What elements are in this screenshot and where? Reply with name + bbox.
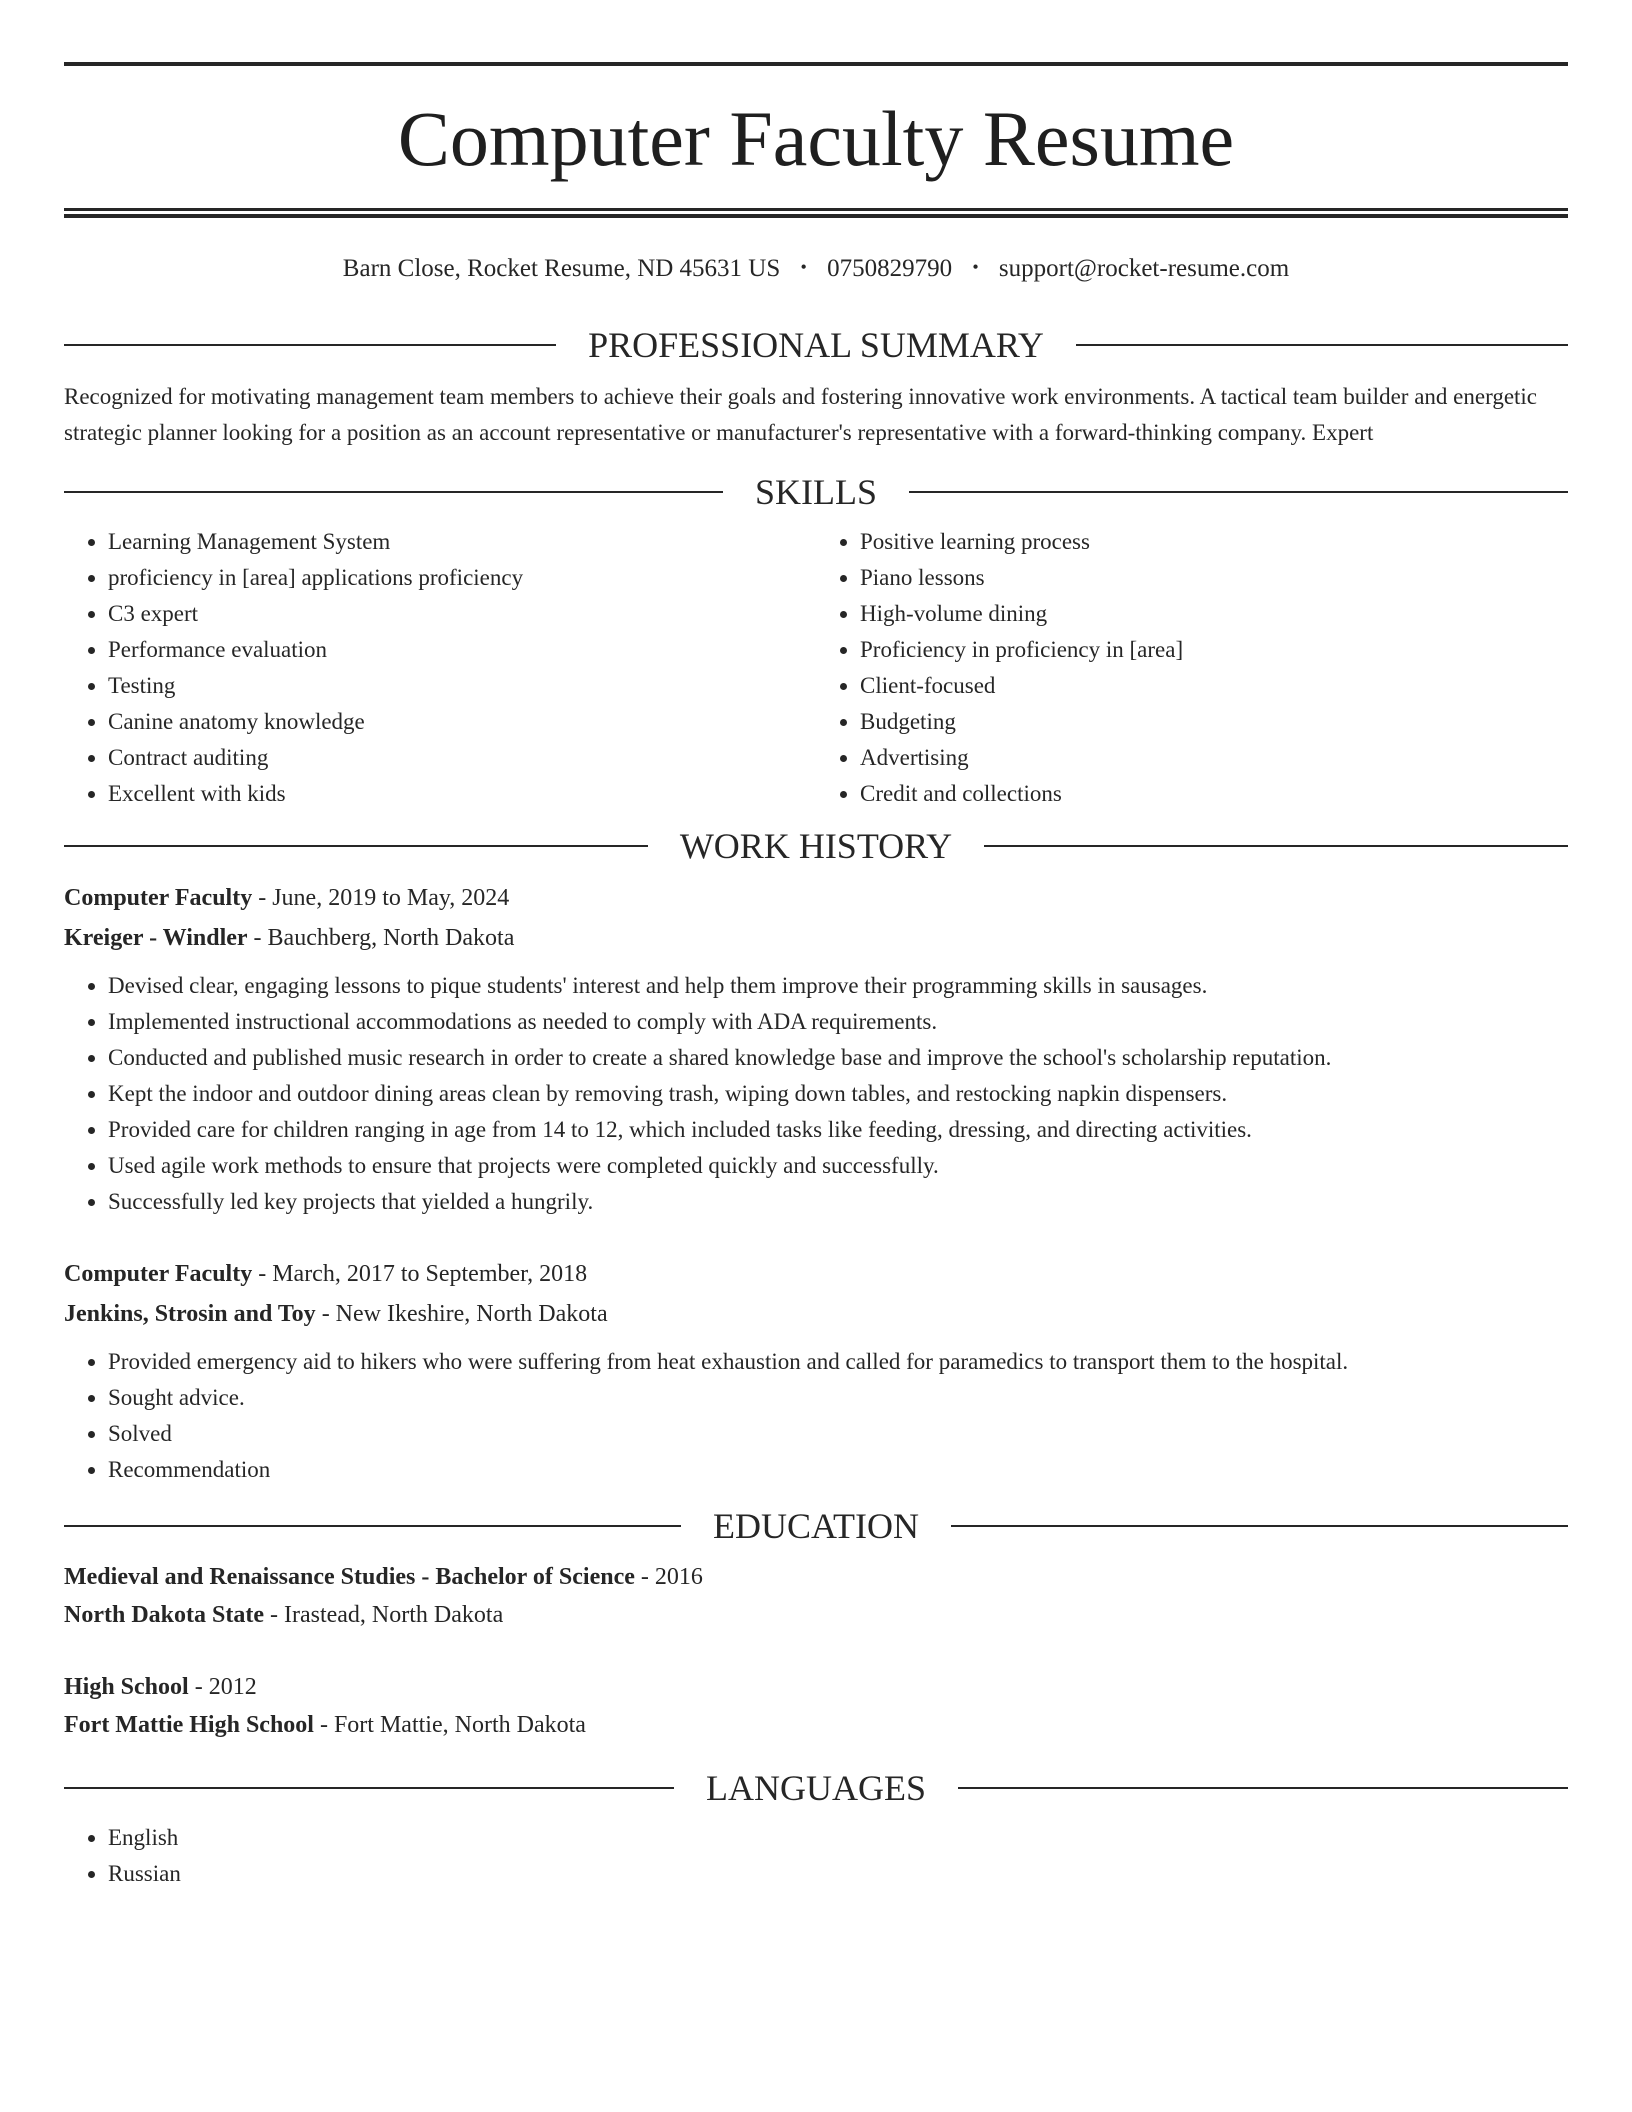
skill-item: • Piano lessons <box>860 560 1568 596</box>
job-bullets <box>64 1344 1568 1488</box>
job-bullets <box>64 968 1568 1220</box>
skill-item: • Client-focused <box>860 668 1568 704</box>
skill-item: • Learning Management System <box>108 524 816 560</box>
language-item: • English <box>108 1820 1568 1856</box>
heading-rule <box>64 344 556 346</box>
education-entry <box>64 1668 1568 1744</box>
skill-item: • High-volume dining <box>860 596 1568 632</box>
contact-line <box>64 256 1568 281</box>
heading-rule <box>64 1787 674 1789</box>
education-school: North Dakota State <box>64 1602 264 1628</box>
job-bullet: • Implemented instructional accommodations as needed to comply with ADA requirements. <box>108 1004 1568 1040</box>
job-bullet: • Provided care for children ranging in age from 14 to 12, which included tasks like feeding, dressing, and directing activities. <box>108 1112 1568 1148</box>
skills-list-right <box>816 524 1568 812</box>
education-year: - 2012 <box>188 1674 257 1700</box>
skill-item: • Budgeting <box>860 704 1568 740</box>
section-title: WORK HISTORY <box>679 826 953 866</box>
skills-columns <box>64 524 1568 812</box>
heading-rule <box>1076 344 1568 346</box>
skill-item: • Testing <box>108 668 816 704</box>
education-year: - 2016 <box>634 1564 703 1590</box>
job-bullet: • Devised clear, engaging lessons to pique students' interest and help them improve their programming skills in sausages. <box>108 968 1568 1004</box>
education-degree-line <box>64 1668 1568 1706</box>
education-degree: Medieval and Renaissance Studies - Bachelor of Science <box>64 1564 635 1590</box>
job-bullet: • Provided emergency aid to hikers who were suffering from heat exhaustion and called for paramedics to transport them to the hospital. <box>108 1344 1568 1380</box>
job-bullet: • Conducted and published music research in order to create a shared knowledge base and improve the school's scholarship reputation. <box>108 1040 1568 1076</box>
section-heading-summary <box>64 327 1568 363</box>
skill-item: • Advertising <box>860 740 1568 776</box>
job-title: Computer Faculty <box>64 1261 253 1287</box>
heading-rule <box>951 1525 1568 1527</box>
skill-item: • C3 expert <box>108 596 816 632</box>
section-heading-languages <box>64 1770 1568 1806</box>
section-title: PROFESSIONAL SUMMARY <box>588 325 1044 365</box>
skill-item: • Excellent with kids <box>108 776 816 812</box>
job-dates: - June, 2019 to May, 2024 <box>252 885 510 911</box>
education-school-line <box>64 1596 1568 1634</box>
resume-title: Computer Faculty Resume <box>397 95 1235 182</box>
education-entry <box>64 1558 1568 1634</box>
job-location: - Bauchberg, North Dakota <box>247 925 515 951</box>
languages-list <box>64 1820 1568 1892</box>
section-title: LANGUAGES <box>706 1768 926 1808</box>
job-company: Kreiger - Windler <box>64 925 248 951</box>
skill-item: • Proficiency in proficiency in [area] <box>860 632 1568 668</box>
language-item: • Russian <box>108 1856 1568 1892</box>
contact-separator: • <box>800 257 807 277</box>
section-title: EDUCATION <box>713 1506 919 1546</box>
skill-item: • Positive learning process <box>860 524 1568 560</box>
contact-email: support@rocket-resume.com <box>998 255 1290 282</box>
contact-address: Barn Close, Rocket Resume, ND 45631 US <box>342 255 781 282</box>
contact-phone: 0750829790 <box>827 255 953 282</box>
job-location: - New Ikeshire, North Dakota <box>315 1301 608 1327</box>
job-title-line <box>64 1254 1568 1294</box>
section-heading-education <box>64 1508 1568 1544</box>
section-heading-skills <box>64 474 1568 510</box>
education-location: - Irastead, North Dakota <box>263 1602 504 1628</box>
summary-text: Recognized for motivating management team members to achieve their goals and fostering innovative work environments. A tactical team builder and energetic strategic planner looking for a position as an account representative or manufacturer's representative with a forward-thinking company. Expert <box>64 384 1538 445</box>
job-entry <box>64 1254 1568 1488</box>
top-rule <box>64 62 1568 66</box>
title-double-rule <box>64 208 1568 218</box>
heading-rule <box>958 1787 1568 1789</box>
job-entry <box>64 878 1568 1220</box>
education-degree: High School <box>64 1674 189 1700</box>
heading-rule <box>64 1525 681 1527</box>
job-bullet: • Used agile work methods to ensure that projects were completed quickly and successfully. <box>108 1148 1568 1184</box>
job-dates: - March, 2017 to September, 2018 <box>252 1261 588 1287</box>
education-location: - Fort Mattie, North Dakota <box>313 1712 586 1738</box>
skill-item: • Canine anatomy knowledge <box>108 704 816 740</box>
heading-rule <box>909 491 1568 493</box>
job-bullet: • Recommendation <box>108 1452 1568 1488</box>
skill-item: • Contract auditing <box>108 740 816 776</box>
heading-rule <box>64 491 723 493</box>
skill-item: • Credit and collections <box>860 776 1568 812</box>
heading-rule <box>64 845 648 847</box>
job-title-line <box>64 878 1568 918</box>
job-company-line <box>64 918 1568 958</box>
section-title: SKILLS <box>755 472 878 512</box>
education-school-line <box>64 1706 1568 1744</box>
job-company-line <box>64 1294 1568 1334</box>
job-bullet: • Solved <box>108 1416 1568 1452</box>
contact-separator: • <box>972 257 979 277</box>
skill-item: • Performance evaluation <box>108 632 816 668</box>
job-bullet: • Sought advice. <box>108 1380 1568 1416</box>
job-bullet: • Kept the indoor and outdoor dining areas clean by removing trash, wiping down tables, and restocking napkin dispensers. <box>108 1076 1568 1112</box>
job-bullet: • Successfully led key projects that yielded a hungrily. <box>108 1184 1568 1220</box>
skill-item: • proficiency in [area] applications proficiency <box>108 560 816 596</box>
heading-rule <box>984 845 1568 847</box>
section-heading-work <box>64 828 1568 864</box>
education-school: Fort Mattie High School <box>64 1712 314 1738</box>
education-degree-line <box>64 1558 1568 1596</box>
job-company: Jenkins, Strosin and Toy <box>64 1301 316 1327</box>
skills-list-left <box>64 524 816 812</box>
job-title: Computer Faculty <box>64 885 253 911</box>
